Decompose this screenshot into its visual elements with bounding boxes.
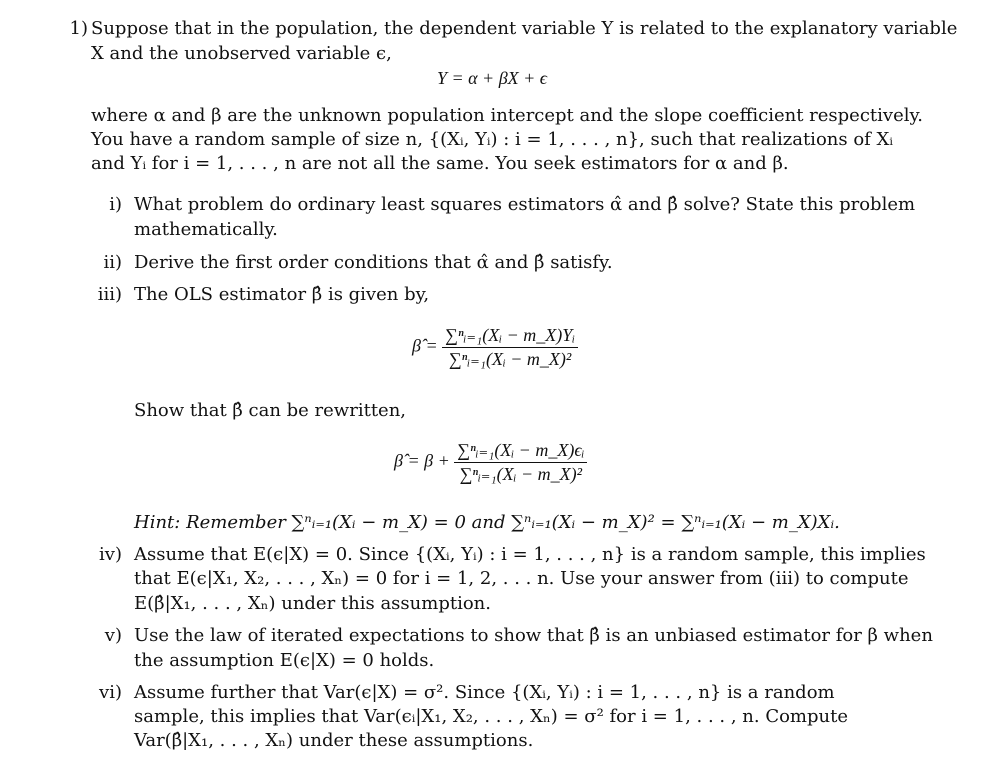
part-iii-number: iii) <box>97 284 122 305</box>
part-i-line-1: What problem do ordinary least squares estimators α̂ and β̂ solve? State this problem <box>134 194 916 215</box>
part-i-line-2: mathematically. <box>134 219 278 240</box>
part-ii-line-1: Derive the first order conditions that α̂ and β̂ satisfy. <box>134 252 613 273</box>
part-iv-line-3: E(β̂|X₁, . . . , Xₙ) under this assumption. <box>134 593 491 614</box>
part-iii-line-2: Show that β̂ can be rewritten, <box>134 400 407 421</box>
part-vi-number: vi) <box>99 682 122 703</box>
part-i-number: i) <box>109 194 122 215</box>
para-line-1: where α and β are the unknown population intercept and the slope coefficient respectively. <box>91 105 923 126</box>
eq1-denominator: ∑ⁿᵢ₌₁(Xᵢ − m_X)² <box>448 349 572 369</box>
part-iv-number: iv) <box>99 544 122 565</box>
part-v-line-2: the assumption E(ϵ|X) = 0 holds. <box>134 650 435 671</box>
hint-text: Hint: Remember ∑ⁿᵢ₌₁(Xᵢ − m_X) = 0 and ∑ⁿᵢ₌₁(Xᵢ − m_X)² = ∑ⁿᵢ₌₁(Xᵢ − m_X)Xᵢ. <box>134 512 840 533</box>
eq2-fraction <box>454 440 587 485</box>
part-vi-line-1: Assume further that Var(ϵ|X) = σ². Since {(Xᵢ, Yᵢ) : i = 1, . . . , n} is a random <box>134 682 835 703</box>
part-vi-line-3: Var(β̂|X₁, . . . , Xₙ) under these assumptions. <box>134 730 534 751</box>
eq2-numerator: ∑ⁿᵢ₌₁(Xᵢ − m_X)ϵᵢ <box>454 440 587 463</box>
eq2-lhs: β̂ = β + <box>394 450 450 471</box>
model-equation: Y = α + βX + ϵ <box>436 68 548 88</box>
intro-line-1: Suppose that in the population, the dependent variable Y is related to the explanatory variable <box>91 18 958 39</box>
eq2-denominator: ∑ⁿᵢ₌₁(Xᵢ − m_X)² <box>459 464 583 484</box>
para-line-3: and Yᵢ for i = 1, . . . , n are not all the same. You seek estimators for α and β. <box>91 153 789 174</box>
para-line-2: You have a random sample of size n, {(Xᵢ, Yᵢ) : i = 1, . . . , n}, such that realizations of Xᵢ <box>91 129 893 150</box>
part-iii-line-1: The OLS estimator β̂ is given by, <box>134 284 430 305</box>
rewritten-estimator-equation <box>394 440 587 485</box>
eq1-lhs: β̂ = <box>412 335 438 356</box>
part-ii-number: ii) <box>103 252 122 273</box>
ols-estimator-equation <box>412 325 578 370</box>
part-vi-line-2: sample, this implies that Var(ϵᵢ|X₁, X₂, . . . , Xₙ) = σ² for i = 1, . . . , n. Compute <box>134 706 848 727</box>
part-iv-line-1: Assume that E(ϵ|X) = 0. Since {(Xᵢ, Yᵢ) : i = 1, . . . , n} is a random sample, this implies <box>134 544 926 565</box>
part-v-line-1: Use the law of iterated expectations to show that β̂ is an unbiased estimator for β when <box>134 625 933 646</box>
intro-line-2: X and the unobserved variable ϵ, <box>91 43 392 64</box>
eq1-numerator: ∑ⁿᵢ₌₁(Xᵢ − m_X)Yᵢ <box>442 325 578 348</box>
eq1-fraction <box>442 325 578 370</box>
part-iv-line-2: that E(ϵ|X₁, X₂, . . . , Xₙ) = 0 for i = 1, 2, . . . n. Use your answer from (iii) to compute <box>134 568 909 589</box>
question-number: 1) <box>69 18 88 39</box>
part-v-number: v) <box>104 625 122 646</box>
